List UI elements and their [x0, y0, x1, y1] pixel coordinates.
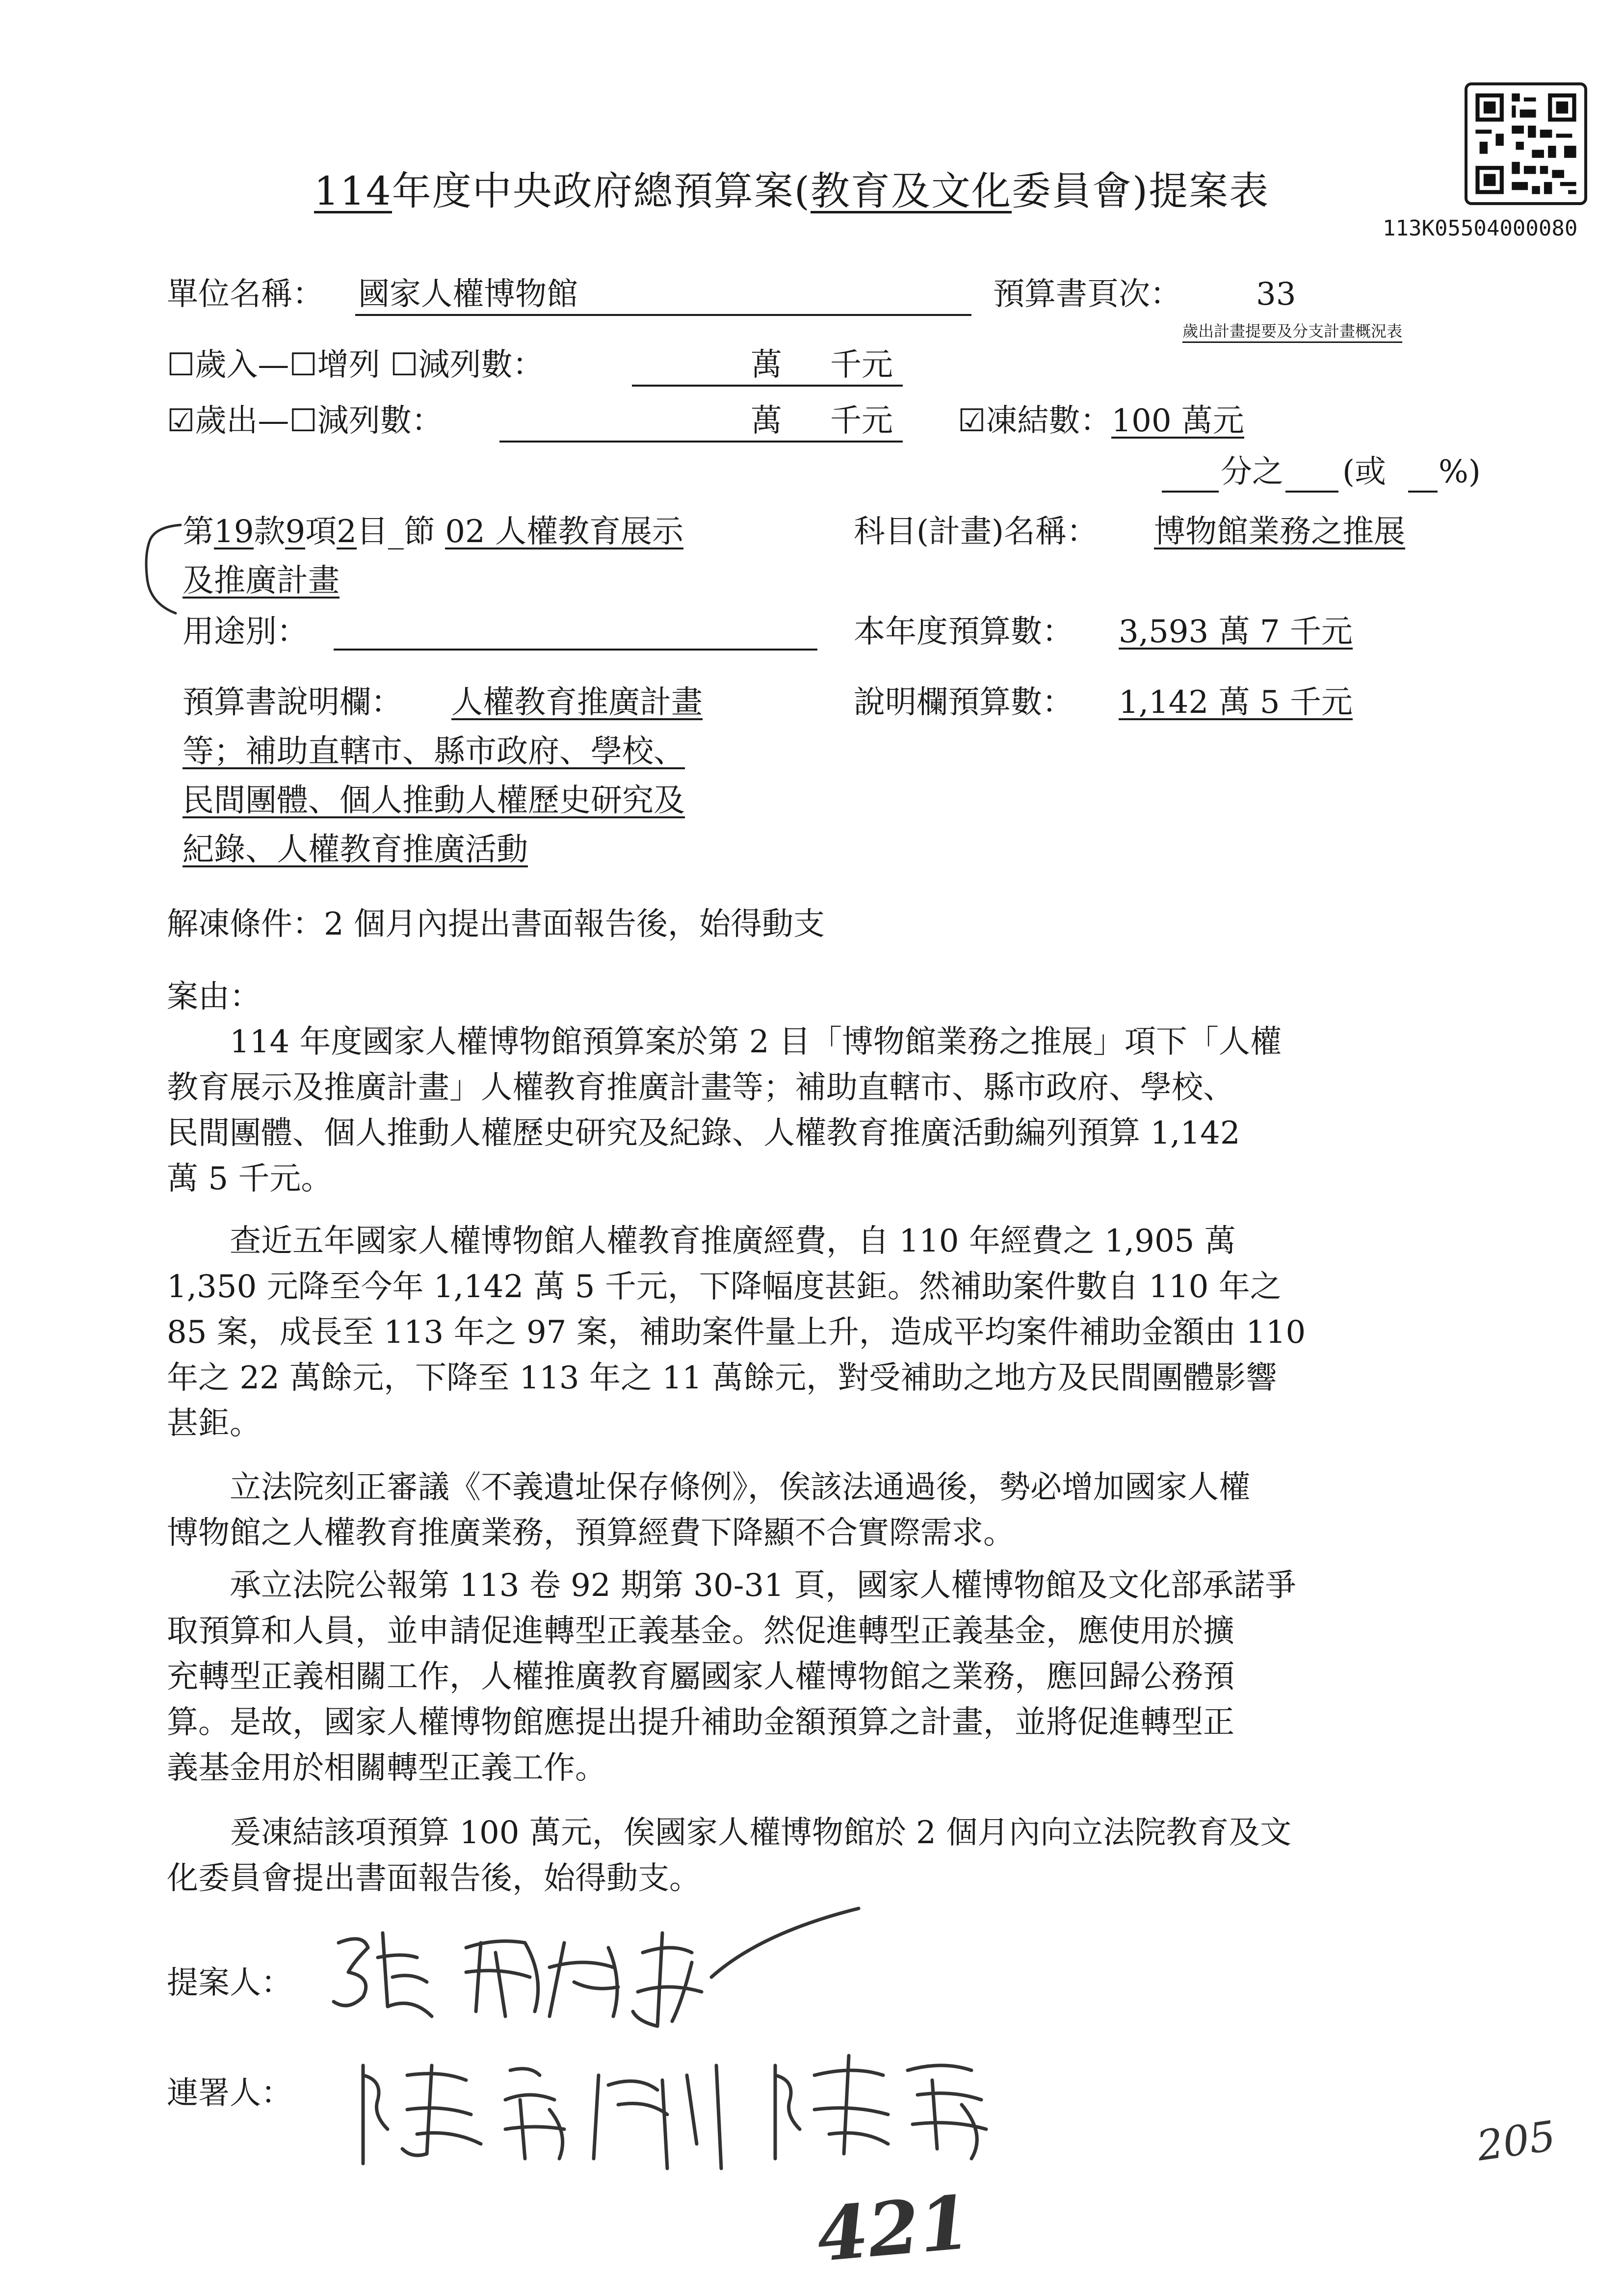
title-part2: 委員會)提案表 [1011, 168, 1270, 214]
reason-p3-line-2: 博物館之人權教育推廣業務，預算經費下降顯不合實際需求。 [167, 1515, 1015, 1551]
subject-value [1154, 516, 1405, 549]
reason-p2-line-4: 年之 22 萬餘元，下降至 113 年之 11 萬餘元，對受補助之地方及民間團體影響 [167, 1360, 1278, 1396]
item-line-cont [183, 565, 340, 599]
proposer-signature [319, 1904, 898, 2031]
handwritten-bracket [141, 520, 185, 618]
page-title [314, 168, 1270, 214]
document-code: 113K05504000080 [1383, 216, 1578, 241]
reason-p4-line-4: 算。是故，國家人權博物館應提出提升補助金額預算之計畫，並將促進轉型正 [167, 1704, 1234, 1741]
item-jie-value: 02 人權教育展示 [445, 514, 683, 550]
description-text-1: 人權教育推廣計畫 [451, 684, 703, 721]
budget-page-label: 預算書頁次： [993, 276, 1181, 313]
revenue-increase-label: 增列 [317, 347, 380, 383]
revenue-row [167, 349, 544, 381]
description-text-3: 民間團體、個人推動人權歷史研究及 [183, 783, 685, 819]
reason-p2-line-5: 甚鉅。 [167, 1406, 261, 1442]
handwritten-number-421: 421 [813, 2179, 974, 2279]
expend-checkbox[interactable]: ☑ [167, 403, 195, 439]
description-text-2: 等；補助直轄市、縣市政府、學校、 [183, 733, 685, 770]
expend-amount-underline [499, 441, 903, 443]
reason-paragraph-2 [167, 1219, 1306, 1447]
reason-p3-line-1: 立法院刻正審議《不義遺址保存條例》，俟該法通過後，勢必增加國家人權 [230, 1469, 1250, 1506]
revenue-increase-checkbox[interactable]: ☐ [289, 347, 317, 383]
qr-code-graphic [1467, 85, 1584, 202]
reason-p4-line-5: 義基金用於相關轉型正義工作。 [167, 1750, 606, 1786]
usage-underline [334, 649, 817, 651]
ratio-pct: %) [1439, 454, 1481, 490]
reason-p2-line-3: 85 案，成長至 113 年之 97 案，補助案件量上升，造成平均案件補助金額由 110 [167, 1314, 1306, 1351]
unfreeze-label: 解凍條件： [167, 906, 324, 942]
expend-label: 歲出— [195, 403, 289, 439]
unfreeze-value: 2 個月內提出書面報告後，始得動支 [324, 906, 825, 942]
item-kuan-num: 19 [214, 514, 254, 550]
annual-budget-label: 本年度預算數： [854, 614, 1074, 650]
ratio-blank-2 [1285, 491, 1338, 493]
description-text-4: 紀錄、人權教育推廣活動 [183, 832, 528, 868]
revenue-wan: 萬 [751, 347, 782, 383]
subject-label: 科目(計畫)名稱： [854, 514, 1098, 550]
reason-p5-line-1: 爰凍結該項預算 100 萬元，俟國家人權博物館於 2 個月內向立法院教育及文 [230, 1815, 1292, 1851]
reason-p1-line-3: 民間團體、個人推動人權歷史研究及紀錄、人權教育推廣活動編列預算 1,142 [167, 1115, 1240, 1151]
subject-value-text: 博物館業務之推展 [1154, 514, 1405, 550]
freeze-checkbox[interactable]: ☑ [958, 403, 986, 439]
unit-underline [355, 314, 971, 316]
desc-budget-text: 1,142 萬 5 千元 [1119, 684, 1353, 721]
ratio-or: (或 [1342, 454, 1386, 490]
item-cont-value: 及推廣計畫 [183, 563, 340, 599]
unfreeze-condition [167, 906, 825, 942]
desc-budget-label: 說明欄預算數： [854, 684, 1074, 721]
reason-p5-line-2: 化委員會提出書面報告後，始得動支。 [167, 1860, 701, 1897]
item-xiang-num: 9 [285, 514, 306, 550]
revenue-label: 歲入— [195, 347, 289, 383]
freeze-field [958, 405, 1244, 439]
reason-paragraph-4 [167, 1563, 1296, 1791]
ratio-fenzhi: 分之 [1221, 454, 1283, 490]
annual-budget-text: 3,593 萬 7 千元 [1119, 614, 1353, 650]
reason-paragraph-5 [167, 1810, 1291, 1902]
expend-decrease-label: 減列數： [317, 403, 443, 439]
qr-code [1465, 82, 1587, 205]
freeze-label: 凍結數： [986, 403, 1112, 439]
reason-p2-line-2: 1,350 元降至今年 1,142 萬 5 千元，下降幅度甚鉅。然補助案件數自 110 年之 [167, 1269, 1282, 1305]
title-part1: 年度中央政府總預算案( [392, 168, 811, 214]
reason-p1-line-2: 教育展示及推廣計畫」人權教育推廣計畫等；補助直轄市、縣市政府、學校、 [167, 1070, 1234, 1106]
desc-budget-value [1119, 684, 1353, 721]
reason-p1-line-4: 萬 5 千元。 [167, 1161, 333, 1197]
freeze-value: 100 萬元 [1111, 403, 1244, 439]
unit-value: 國家人權博物館 [358, 276, 578, 313]
reason-p4-line-2: 取預算和人員，並申請促進轉型正義基金。然促進轉型正義基金，應使用於擴 [167, 1613, 1234, 1649]
proposer-label: 提案人： [167, 1965, 292, 2001]
cosigner-signature-1 [343, 2046, 746, 2173]
revenue-decrease-checkbox[interactable]: ☐ [390, 347, 419, 383]
revenue-decrease-label: 減列數： [418, 347, 544, 383]
expend-wan: 萬 [751, 403, 782, 439]
reason-paragraph-3 [167, 1465, 1250, 1556]
description-line-3 [183, 785, 685, 818]
cosigner-label: 連署人： [167, 2075, 292, 2112]
description-line-2 [183, 733, 685, 770]
cosigner-signature-2 [756, 2036, 1030, 2173]
ratio-blank-1 [1162, 491, 1219, 493]
revenue-amount-underline [632, 385, 903, 387]
reason-p4-line-3: 充轉型正義相關工作，人權推廣教育屬國家人權博物館之業務，應回歸公務預 [167, 1659, 1234, 1695]
budget-page-note: 歲出計畫提要及分支計畫概況表 [1182, 319, 1402, 343]
item-di: 第 [183, 514, 214, 550]
title-year: 114 [314, 168, 392, 214]
reason-p1-line-1: 114 年度國家人權博物館預算案於第 2 目「博物館業務之推展」項下「人權 [230, 1024, 1282, 1060]
revenue-checkbox[interactable]: ☐ [167, 347, 195, 383]
usage-label: 用途別： [183, 614, 308, 650]
item-mu-num: 2 [337, 514, 357, 550]
reason-p4-line-1: 承立法院公報第 113 卷 92 期第 30-31 頁，國家人權博物館及文化部承諾爭 [230, 1567, 1297, 1604]
item-kuan: 款 [254, 514, 286, 550]
item-jie: _節 [388, 514, 435, 550]
item-line [183, 516, 683, 549]
description-line-1 [451, 684, 703, 721]
unit-label: 單位名稱： [167, 276, 324, 313]
expend-row [167, 405, 443, 437]
ratio-blank-3 [1408, 491, 1438, 493]
item-mu: 目 [356, 514, 388, 550]
reason-p2-line-1: 查近五年國家人權博物館人權教育推廣經費，自 110 年經費之 1,905 萬 [230, 1223, 1236, 1259]
reason-paragraph-1 [167, 1019, 1282, 1202]
revenue-qian: 千元 [830, 347, 893, 383]
budget-page-value: 33 [1256, 276, 1296, 313]
expend-qian: 千元 [830, 403, 893, 439]
annual-budget-value [1119, 616, 1353, 650]
item-xiang: 項 [305, 514, 337, 550]
handwritten-number-205: 205 [1473, 2112, 1559, 2170]
expend-decrease-checkbox[interactable]: ☐ [289, 403, 317, 439]
description-label: 預算書說明欄： [183, 684, 402, 721]
description-line-4 [183, 834, 528, 867]
title-committee: 教育及文化 [810, 168, 1012, 214]
reason-label: 案由： [167, 979, 261, 1015]
